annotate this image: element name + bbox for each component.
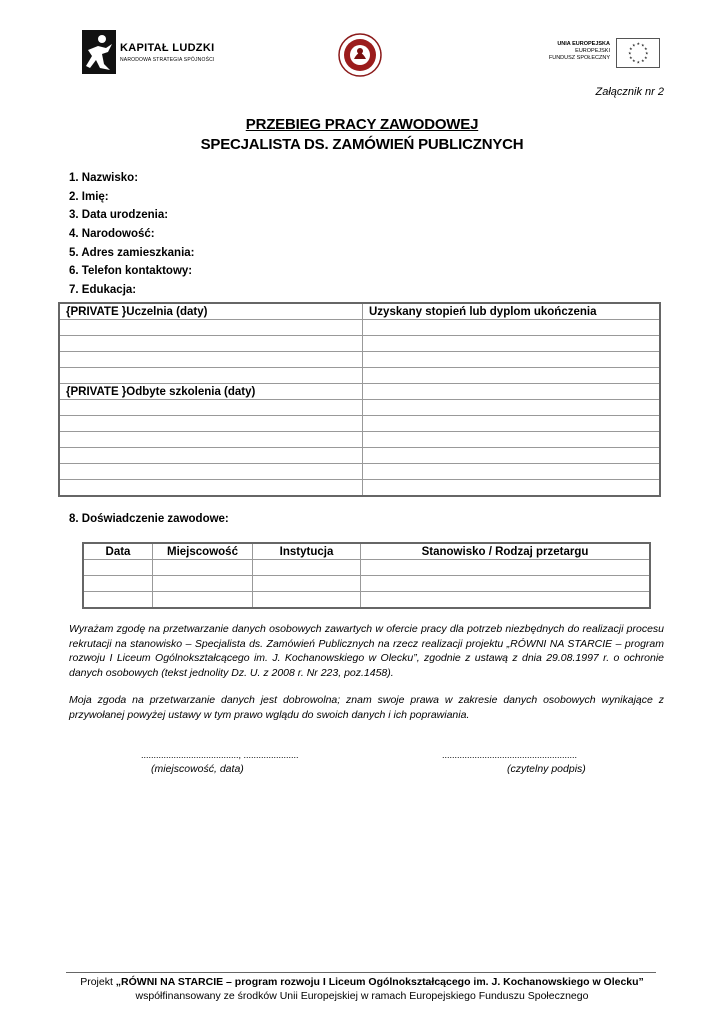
field-surname: 1. Nazwisko: [69,172,139,184]
eu-fund-text [530,41,610,62]
footer-prefix: Projekt [80,976,116,988]
table-cell[interactable] [59,448,363,464]
svg-text:★: ★ [632,58,636,63]
table-cell[interactable] [363,448,661,464]
field-nationality: 4. Narodowość: [69,228,155,240]
table-cell[interactable] [59,368,363,384]
field-address: 5. Adres zamieszkania: [69,247,195,259]
table-row [83,560,650,576]
col-position: Stanowisko / Rodzaj przetargu [361,543,651,560]
field-phone: 6. Telefon kontaktowy: [69,265,193,277]
place-date-line[interactable]: ......................................., ...................... [141,750,299,760]
table-row [59,480,660,497]
field-education: 7. Edukacja: [69,284,137,296]
footer-project-name: „RÓWNI NA STARCIE – program rozwoju I Liceum Ogólnokształcącego im. J. Kochanowskiego w Olecku” [115,976,644,988]
table-cell[interactable] [363,368,661,384]
table-cell[interactable] [59,320,363,336]
svg-text:★: ★ [632,42,636,48]
kapital-ludzki-logo [82,30,222,74]
education-table [58,302,661,497]
table-cell[interactable] [363,464,661,480]
table-cell[interactable] [361,560,651,576]
svg-text:★: ★ [628,50,632,56]
table-row [59,464,660,480]
table-cell[interactable] [153,576,253,592]
svg-text:★: ★ [645,50,649,56]
logo-title: KAPITAŁ LUDZKI [120,42,215,54]
table-row [83,543,650,560]
table-cell[interactable] [363,416,661,432]
table-row [59,320,660,336]
table-row [59,416,660,432]
table-cell[interactable] [361,592,651,609]
table-cell[interactable] [363,384,661,400]
signature-line[interactable]: ...................................................... [442,750,578,760]
table-row [83,576,650,592]
table-cell[interactable] [361,576,651,592]
table-cell[interactable] [363,352,661,368]
table-row [59,400,660,416]
table-cell[interactable] [59,400,363,416]
col-place: Miejscowość [153,543,253,560]
place-date-label: (miejscowość, data) [151,763,244,775]
table-row [59,336,660,352]
svg-text:★: ★ [644,55,648,60]
table-cell[interactable] [83,560,153,576]
col-date: Data [83,543,153,560]
education-header-degree: Uzyskany stopień lub dyplom ukończenia [363,303,661,320]
table-cell[interactable] [59,352,363,368]
table-cell[interactable] [83,576,153,592]
voluntary-paragraph: Moja zgoda na przetwarzanie danych jest dobrowolna; znam swoje prawa w zakresie danych osobowych wynikające z przywołanej powyżej ustawy w tym prawo wglądu do swoich danych i ich poprawiania. [69,694,664,721]
logo-subtitle: NARODOWA STRATEGIA SPÓJNOŚCI [120,57,215,63]
footer-funding: współfinansowany ze środków Unii Europejskiej w ramach Europejskiego Funduszu Społecznego [135,990,589,1002]
signature-label: (czytelny podpis) [507,763,586,775]
svg-text:★: ★ [636,59,641,65]
table-row [59,448,660,464]
table-cell[interactable] [59,464,363,480]
table-cell[interactable] [59,432,363,448]
table-cell[interactable] [253,576,361,592]
table-cell[interactable] [59,480,363,497]
eu-line1: UNIA EUROPEJSKA [557,41,610,47]
svg-text:★: ★ [641,42,645,48]
table-cell[interactable] [363,400,661,416]
table-row [59,352,660,368]
field-first-name: 2. Imię: [69,191,109,203]
education-header-university: {PRIVATE }Uczelnia (daty) [59,303,363,320]
annex-label: Załącznik nr 2 [595,86,664,98]
human-figure-icon [82,30,116,74]
table-cell[interactable] [59,336,363,352]
svg-text:★: ★ [641,58,645,63]
table-row [59,368,660,384]
svg-text:★: ★ [629,55,633,60]
table-cell[interactable] [153,560,253,576]
table-cell[interactable] [153,592,253,609]
table-row [59,432,660,448]
table-cell[interactable] [83,592,153,609]
svg-text:★: ★ [644,46,648,51]
col-institution: Instytucja [253,543,361,560]
footer-divider [66,972,656,973]
training-header: {PRIVATE }Odbyte szkolenia (daty) [59,384,363,400]
experience-table [82,542,651,609]
page-title: PRZEBIEG PRACY ZAWODOWEJ [245,116,479,133]
table-cell[interactable] [253,592,361,609]
table-cell[interactable] [59,416,363,432]
consent-paragraph: Wyrażam zgodę na przetwarzanie danych osobowych zawartych w ofercie pracy dla potrzeb niezbędnych do realizacji procesu rekrutacji na stanowisko – Specjalista ds. Zamówień Publicznych na rzecz realizacji projektu „RÓWNI NA STARCIE – program rozwoju I Liceum Ogólnokształcącego im. J. Kochanowskiego w Olecku”, zgodnie z ustawą z dnia 29.08.1997 r. o ochronie danych osobowych (tekst jednolity Dz. U. z 2008 r. Nr 223, poz.1458). [69,623,664,679]
svg-text:★: ★ [636,41,641,46]
table-row [59,384,660,400]
field-birth-date: 3. Data urodzenia: [69,209,169,221]
table-cell[interactable] [253,560,361,576]
school-seal-icon [338,33,382,77]
footer-project [0,976,724,988]
table-cell[interactable] [363,480,661,497]
table-cell[interactable] [363,336,661,352]
table-row [59,303,660,320]
table-cell[interactable] [363,432,661,448]
page-subtitle: SPECJALISTA DS. ZAMÓWIEŃ PUBLICZNYCH [200,136,524,153]
eu-line2: EUROPEJSKI [575,48,610,54]
table-row [83,592,650,609]
section-experience: 8. Doświadczenie zawodowe: [69,513,229,525]
eu-line3: FUNDUSZ SPOŁECZNY [548,55,610,61]
eu-flag-icon [616,38,660,68]
svg-text:★: ★ [629,46,633,51]
table-cell[interactable] [363,320,661,336]
